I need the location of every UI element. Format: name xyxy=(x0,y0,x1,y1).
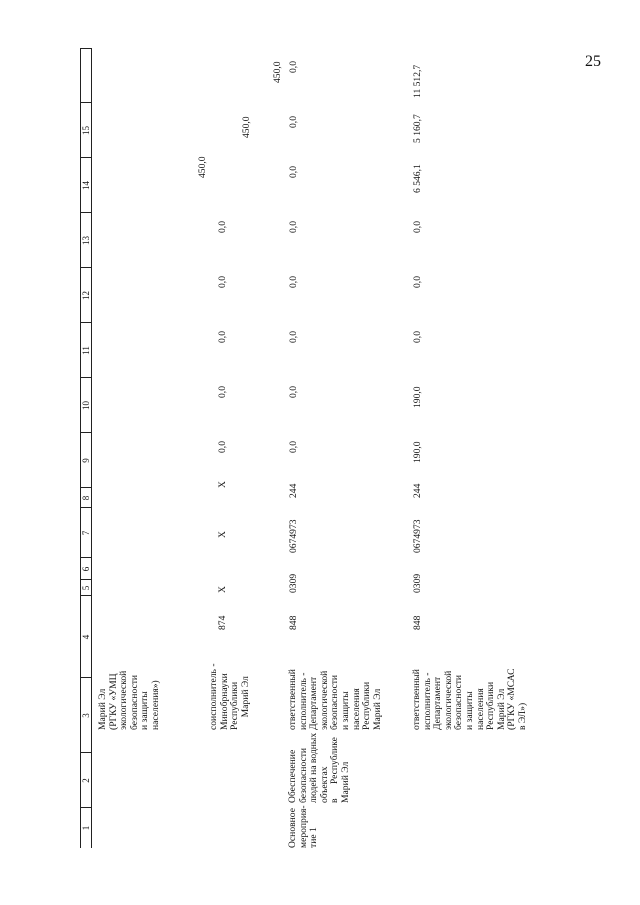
grbs-code: 874 xyxy=(217,615,228,630)
column-number-header xyxy=(80,48,92,848)
value-cell: 0,0 xyxy=(217,386,228,398)
executor-cell: соисполнитель - Минобрнауки Республики Марий Эл xyxy=(208,663,251,730)
csr-code: 0674973 xyxy=(288,519,299,553)
value-cell: 450,0 xyxy=(272,61,283,83)
value-cell: 0,0 xyxy=(288,386,299,398)
column-number: 6 xyxy=(81,566,91,572)
column-number: 10 xyxy=(81,401,91,410)
column-number: 3 xyxy=(81,713,91,718)
value-cell: 190,0 xyxy=(412,441,423,463)
value-cell: 0,0 xyxy=(217,276,228,288)
executor-cell: ответственный исполнитель - Департамент экологической безопасности и защиты населения Республики Марий Эл xyxy=(287,669,383,730)
value-cell: 190,0 xyxy=(412,386,423,408)
activity-type-cell: Основное мероприя- тие 1 xyxy=(287,805,320,848)
value-cell: 0,0 xyxy=(288,166,299,178)
grbs-code: 848 xyxy=(412,615,423,630)
column-number: 8 xyxy=(81,495,91,501)
value-cell: 6 546,1 xyxy=(412,164,423,193)
column-number: 7 xyxy=(81,530,91,536)
page-number: 25 xyxy=(585,53,601,70)
csr-code: X xyxy=(217,531,228,538)
column-number: 13 xyxy=(81,236,91,245)
vr-code: 244 xyxy=(288,483,299,498)
grbs-code: 848 xyxy=(288,615,299,630)
value-cell: 0,0 xyxy=(288,221,299,233)
value-cell: 0,0 xyxy=(288,61,299,73)
value-cell: 0,0 xyxy=(217,331,228,343)
value-cell: 0,0 xyxy=(288,276,299,288)
executor-cell: Марий Эл (РГКУ «УМЦ экологической безопасности и защиты населения») xyxy=(97,670,161,730)
value-cell: 0,0 xyxy=(217,441,228,453)
value-cell: 0,0 xyxy=(412,331,423,343)
column-number: 1 xyxy=(81,825,91,831)
column-number: 9 xyxy=(81,458,91,463)
column-number: 11 xyxy=(81,346,91,355)
vr-code: X xyxy=(217,481,228,488)
csr-code: 0674973 xyxy=(412,519,423,553)
value-cell: 450,0 xyxy=(197,156,208,178)
value-cell: 450,0 xyxy=(241,116,252,138)
value-cell: 0,0 xyxy=(217,221,228,233)
executor-cell: ответственный исполнитель - Департамент экологической безопасности и защиты населения Республики Марий Эл (РГКУ «МСАС в ЭЛ») xyxy=(411,668,528,730)
column-number: 14 xyxy=(81,181,91,190)
column-divider xyxy=(81,48,91,49)
column-number: 2 xyxy=(81,778,91,783)
activity-name-cell: Обеспечение безопасности людей на водных объектах в Республике Марий Эл xyxy=(287,732,351,803)
vr-code: 244 xyxy=(412,483,423,498)
value-cell: 5 160,7 xyxy=(412,114,423,143)
column-number: 15 xyxy=(81,126,91,135)
value-cell: 0,0 xyxy=(412,276,423,288)
value-cell: 0,0 xyxy=(412,221,423,233)
value-cell: 11 512,7 xyxy=(412,64,423,98)
rotated-table xyxy=(80,48,528,848)
value-cell: 0,0 xyxy=(288,116,299,128)
column-number: 5 xyxy=(81,585,91,591)
column-number: 4 xyxy=(81,634,91,640)
column-number: 12 xyxy=(81,291,91,300)
value-cell: 0,0 xyxy=(288,441,299,453)
value-cell: 0,0 xyxy=(288,331,299,343)
rzpr-code: 0309 xyxy=(288,573,299,593)
rzpr-code: X xyxy=(217,586,228,593)
rzpr-code: 0309 xyxy=(412,573,423,593)
